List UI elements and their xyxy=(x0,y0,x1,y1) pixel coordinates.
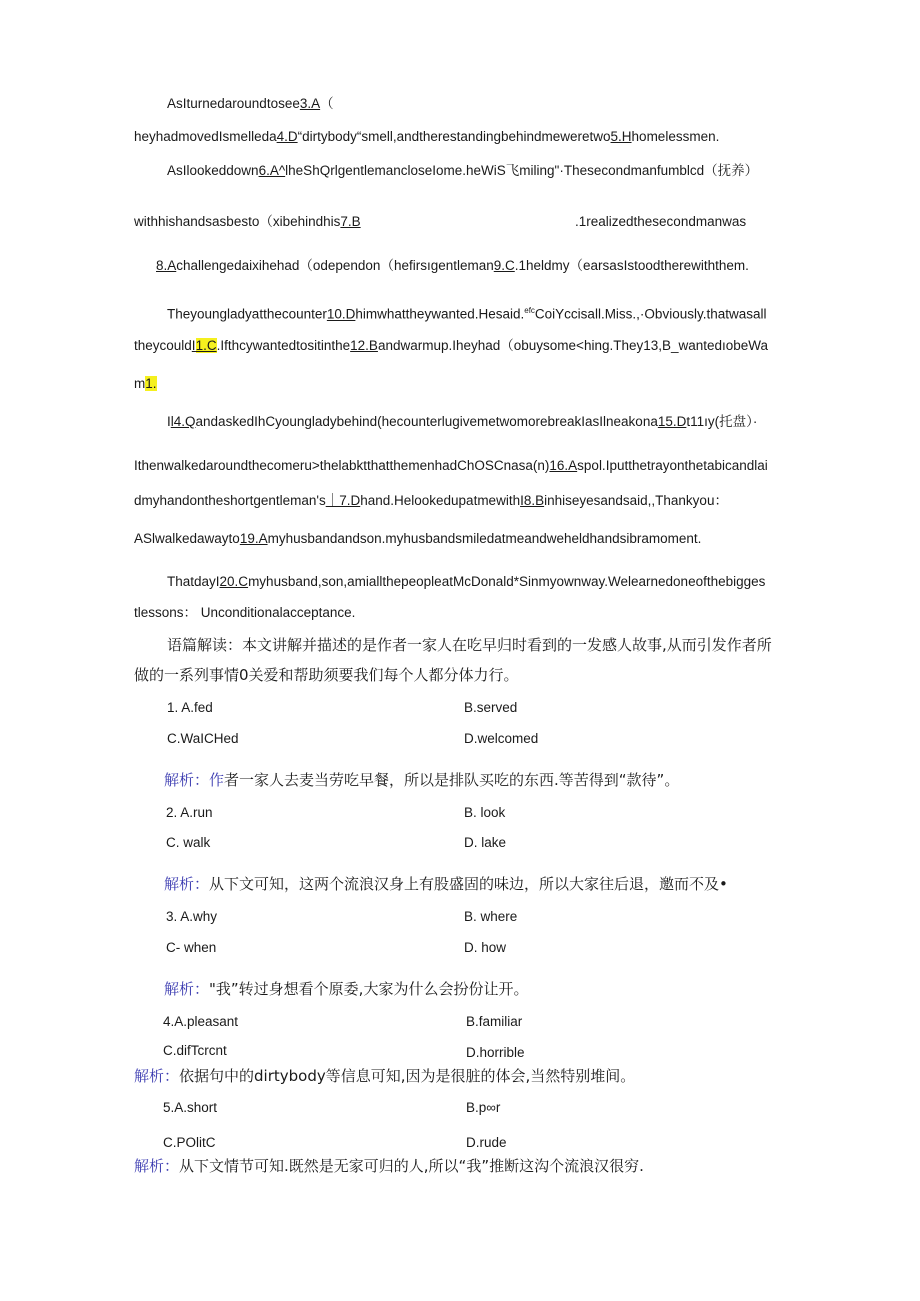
text: I xyxy=(167,414,171,429)
text: I xyxy=(191,338,196,353)
explanation-text: 从下文可知，这两个流浪汉身上有股盛固的味边，所以大家往后退，邀而不及• xyxy=(209,875,728,893)
q4-explanation xyxy=(134,1067,635,1085)
text: efc xyxy=(524,306,535,315)
q5-option-c: C.POlitC xyxy=(163,1135,216,1150)
text: .1heldmy（earsasIstoodtherewiththem. xyxy=(514,258,749,273)
q1-option-b: B.served xyxy=(464,700,518,715)
q2-explanation xyxy=(164,875,728,893)
text: dmyhandontheshortgentleman's xyxy=(134,493,326,508)
answer-3: 3.A xyxy=(299,96,321,111)
text: （ xyxy=(320,96,334,111)
passage-line-7 xyxy=(134,337,768,355)
explanation-label: 解析： xyxy=(134,1157,180,1175)
passage-line-6 xyxy=(167,302,767,324)
text: tlessons： Unconditionalacceptance. xyxy=(134,605,356,620)
answer-11: 1.C xyxy=(195,338,217,353)
text: ASlwalkedawayto xyxy=(134,531,240,546)
highlight: 1. xyxy=(145,376,157,391)
passage-line-12 xyxy=(134,530,701,548)
passage-line-8 xyxy=(134,375,157,393)
text: Ithenwalkedaroundthecomeru>thelabktthatthemenhadChOSCnasa(n) xyxy=(134,458,550,473)
q5-option-d: D.rude xyxy=(466,1135,507,1150)
q4-option-a: 4.A.pleasant xyxy=(163,1014,239,1029)
q4-option-d: D.horrible xyxy=(466,1045,525,1060)
answer-7: 7.B xyxy=(340,214,361,229)
text: andaskedIhCyoungladybehind(hecounterlugivemetwomorebreakIasIlneakona xyxy=(195,414,658,429)
passage-line-3 xyxy=(167,162,758,180)
explanation-text: 从下文情节可知.既然是无家可归的人,所以“我”推断这沟个流浪汉很穷. xyxy=(179,1157,644,1175)
text: himwhattheywanted.Hesaid. xyxy=(355,306,525,322)
passage-line-11 xyxy=(134,492,728,510)
explanation-label: 解析：作 xyxy=(164,771,225,789)
text: ThatdayI xyxy=(167,574,220,589)
passage-line-9 xyxy=(167,413,757,431)
text: lheShQrlgentlemancloseIome.heWiS飞miling"·Thesecondmanfumblcd（抚养） xyxy=(285,163,759,178)
q1-explanation xyxy=(164,771,679,789)
text: hand.Helookedupatmewith xyxy=(360,493,521,508)
q1-option-c: C.WaICHed xyxy=(167,731,239,746)
q1-option-d: D.welcomed xyxy=(464,731,539,746)
explanation-text: 者一家人去麦当劳吃早餐，所以是排队买吃的东西.等苦得到“款待”。 xyxy=(224,771,680,789)
text: “dirtybody“smell,andtherestandingbehindmeweretwo xyxy=(297,129,611,144)
q3-option-d: D. how xyxy=(464,940,507,955)
text: spol.Iputthetrayonthetabicandlai xyxy=(577,458,768,473)
text: myhusband,son,amiallthepeopleatMcDonald*Sinmyownway.Welearnedoneofthebigges xyxy=(248,574,766,589)
answer-9: 9.C xyxy=(493,258,515,273)
q3-option-a: 3. A.why xyxy=(166,909,218,924)
answer-18: I8.B xyxy=(520,493,545,508)
answer-5: 5.H xyxy=(610,129,632,144)
q4-option-c: C.difTcrcnt xyxy=(163,1043,227,1058)
q5-explanation xyxy=(134,1157,644,1175)
q2-option-c: C. walk xyxy=(166,835,211,850)
q3-explanation xyxy=(164,980,528,998)
text: m xyxy=(134,376,146,391)
passage-line-4b xyxy=(575,213,746,231)
q5-option-b: B.p∞r xyxy=(466,1100,501,1115)
q2-option-a: 2. A.run xyxy=(166,805,213,820)
explanation-text: "我”转过身想看个原委,大家为什么会扮份让开。 xyxy=(209,980,529,998)
text: inhiseyesandsaid,,Thankyou： xyxy=(544,493,728,508)
answer-19: 19.A xyxy=(239,531,268,546)
explanation-label: 解析： xyxy=(164,980,210,998)
answer-15: 15.D xyxy=(657,414,687,429)
explanation-label: 解析： xyxy=(134,1067,180,1085)
text: myhusbandandson.myhusbandsmiledatmeandweheldhandsibramoment. xyxy=(267,531,702,546)
passage-line-14 xyxy=(134,604,355,622)
text: .Ifthcywantedtositinthe xyxy=(216,338,351,353)
answer-8: 8.A xyxy=(156,258,177,273)
summary-line-1: 语篇解读：本文讲解并描述的是作者一家人在吃早归时看到的一发感人故事,从而引发作者所 xyxy=(167,636,772,654)
answer-6: 6.A^ xyxy=(258,163,286,178)
text: t11ıy(托盘）· xyxy=(686,414,758,429)
text: homelessmen. xyxy=(631,129,720,144)
q3-option-b: B. where xyxy=(464,909,518,924)
answer-17: ｜7.D xyxy=(325,493,361,508)
q3-option-c: C- when xyxy=(166,940,217,955)
passage-line-4 xyxy=(134,213,361,231)
text: withhishandsasbesto（xibehindhis xyxy=(134,214,341,229)
text: AsIlookeddown xyxy=(167,163,259,178)
text: challengedaixihehad（odependon（hefirsıgentleman xyxy=(176,258,494,273)
answer-4: 4.D xyxy=(276,129,298,144)
q1-option-a: 1. A.fed xyxy=(167,700,213,715)
answer-12: 12.B xyxy=(350,338,378,353)
q5-option-a: 5.A.short xyxy=(163,1100,218,1115)
text: AsIturnedaroundtosee xyxy=(167,96,300,111)
passage-line-1 xyxy=(167,95,334,113)
passage-line-2 xyxy=(134,128,719,146)
explanation-text: 依据句中的dirtybody等信息可知,因为是很脏的体会,当然特别堆间。 xyxy=(179,1067,636,1085)
summary-line-2: 做的一系列事情0关爱和帮助须要我们每个人都分体力行。 xyxy=(134,666,519,684)
q2-option-b: B. look xyxy=(464,805,506,820)
q4-option-b: B.familiar xyxy=(466,1014,523,1029)
text: Theyoungladyatthecounter xyxy=(167,306,327,322)
passage-line-5 xyxy=(156,257,749,275)
text: CoiYccisall.Miss.,·Obviously.thatwasall xyxy=(534,306,767,322)
text: heyhadmovedIsmelleda xyxy=(134,129,277,144)
q2-option-d: D. lake xyxy=(464,835,507,850)
passage-line-13 xyxy=(167,573,765,591)
answer-14: l4.Q xyxy=(170,414,196,429)
text: .1realizedthesecondmanwas xyxy=(575,214,747,229)
text: theycould xyxy=(134,338,192,353)
answer-10: 10.D xyxy=(326,306,356,322)
explanation-label: 解析： xyxy=(164,875,210,893)
passage-line-10 xyxy=(134,457,768,475)
text: andwarmup.Iheyhad（obuysome<hing.They13,B_wantedıobeWa xyxy=(377,338,769,353)
answer-20: 20.C xyxy=(219,574,249,589)
answer-16: 16.A xyxy=(549,458,578,473)
